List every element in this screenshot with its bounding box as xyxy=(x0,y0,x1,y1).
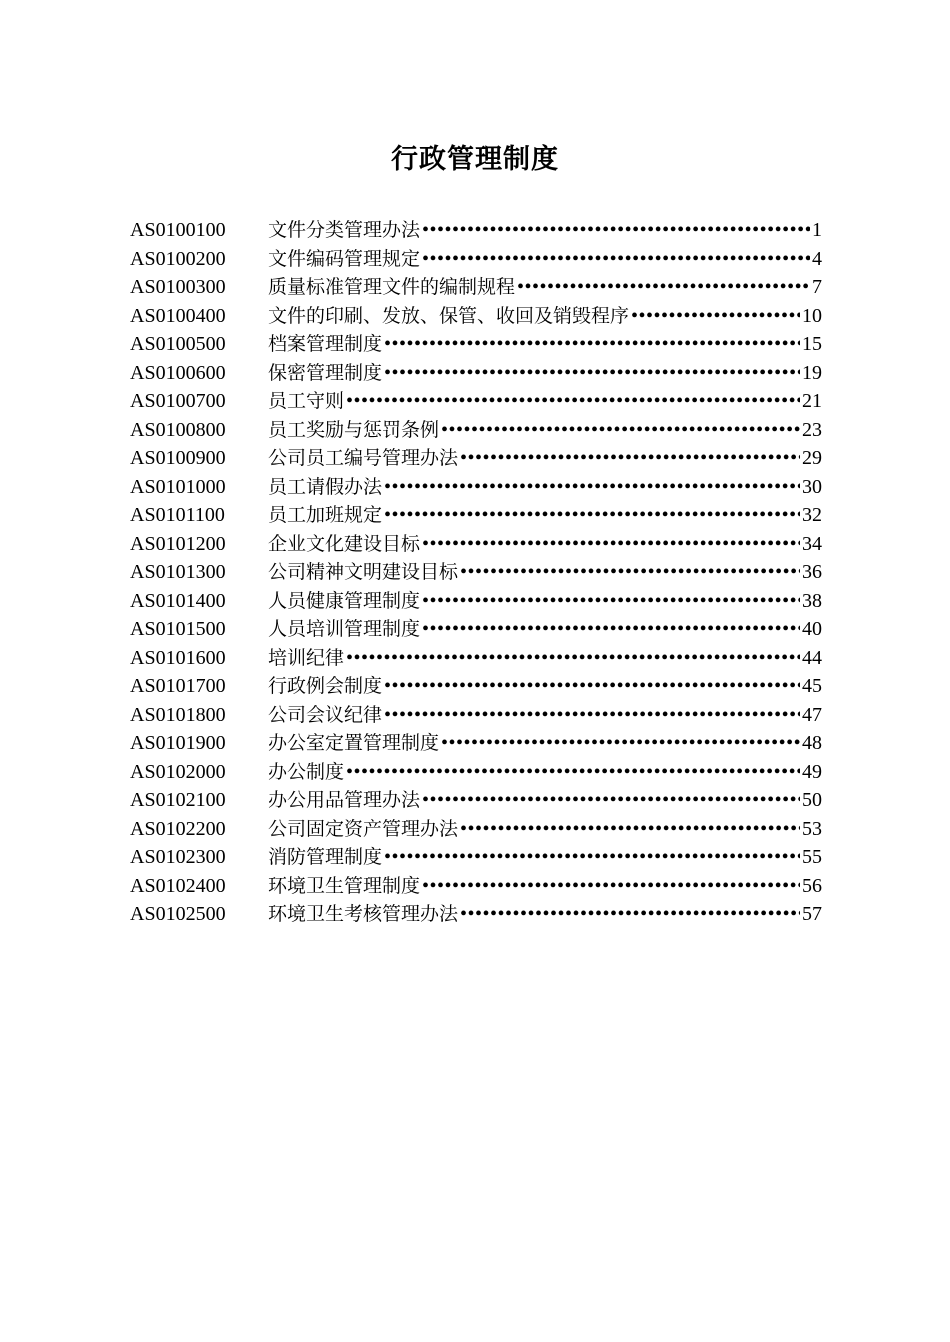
toc-entry xyxy=(130,330,822,359)
toc-entry-page-number: 21 xyxy=(802,390,822,412)
toc-dot-leader xyxy=(422,530,800,559)
toc-entry xyxy=(130,872,822,901)
toc-entry-code: AS0102100 xyxy=(130,789,226,811)
toc-entry xyxy=(130,758,822,787)
toc-entry-title: 保密管理制度 xyxy=(268,361,383,384)
toc-entry-title: 人员健康管理制度 xyxy=(268,589,421,612)
toc-entry-code: AS0100100 xyxy=(130,219,226,241)
toc-entry-title: 员工请假办法 xyxy=(268,475,383,498)
toc-entry xyxy=(130,615,822,644)
toc-entry-title: 文件分类管理办法 xyxy=(268,219,421,241)
toc-dot-leader xyxy=(346,644,800,673)
toc-dot-leader xyxy=(422,216,810,245)
toc-dot-leader xyxy=(384,359,800,388)
toc-entry-page-number: 57 xyxy=(802,903,822,925)
toc-entry xyxy=(130,444,822,473)
toc-dot-leader xyxy=(384,473,800,502)
toc-dot-leader xyxy=(517,273,810,302)
toc-entry-code: AS0101600 xyxy=(130,646,226,669)
toc-entry xyxy=(130,473,822,502)
toc-entry xyxy=(130,273,822,302)
toc-entry-title: 公司员工编号管理办法 xyxy=(268,447,459,469)
toc-entry xyxy=(130,245,822,274)
toc-entry xyxy=(130,729,822,758)
toc-entry-title: 档案管理制度 xyxy=(268,333,383,355)
toc-entry-code: AS0100400 xyxy=(130,304,226,327)
toc-entry-code: AS0102300 xyxy=(130,846,226,868)
toc-dot-leader xyxy=(384,330,800,359)
toc-entry-page-number: 19 xyxy=(802,361,822,384)
toc-entry-title: 消防管理制度 xyxy=(268,846,383,868)
toc-entry-code: AS0101400 xyxy=(130,589,226,612)
toc-entry-title: 办公室定置管理制度 xyxy=(268,732,440,754)
toc-entry xyxy=(130,501,822,530)
toc-entry-page-number: 55 xyxy=(802,846,822,868)
toc-dot-leader xyxy=(422,615,800,644)
toc-entry-page-number: 44 xyxy=(802,646,822,669)
toc-entry-code: AS0102500 xyxy=(130,903,226,925)
toc-entry-code: AS0102200 xyxy=(130,817,226,840)
toc-entry xyxy=(130,558,822,587)
toc-entry xyxy=(130,701,822,730)
toc-entry-page-number: 23 xyxy=(802,418,822,441)
toc-entry-page-number: 53 xyxy=(802,817,822,840)
toc-entry-page-number: 36 xyxy=(802,561,822,583)
toc-entry-title: 质量标准管理文件的编制规程 xyxy=(268,276,516,298)
toc-entry-title: 员工守则 xyxy=(268,390,345,412)
toc-dot-leader xyxy=(384,843,800,872)
toc-entry-page-number: 45 xyxy=(802,675,822,697)
toc-entry-title: 行政例会制度 xyxy=(268,675,383,697)
toc-entry-code: AS0100300 xyxy=(130,276,226,298)
toc-entry xyxy=(130,843,822,872)
toc-entry-title: 培训纪律 xyxy=(268,646,345,669)
toc-entry-code: AS0100600 xyxy=(130,361,226,384)
toc-entry-title: 环境卫生管理制度 xyxy=(268,874,421,897)
toc-entry xyxy=(130,900,822,929)
toc-entry-page-number: 47 xyxy=(802,703,822,726)
toc-entry-title: 企业文化建设目标 xyxy=(268,532,421,555)
toc-entry-title: 办公制度 xyxy=(268,760,345,783)
toc-entry-code: AS0101000 xyxy=(130,475,226,498)
toc-entry-code: AS0101100 xyxy=(130,504,225,526)
toc-dot-leader xyxy=(460,558,800,587)
toc-dot-leader xyxy=(460,444,800,473)
toc-entry-code: AS0100800 xyxy=(130,418,226,441)
toc-entry xyxy=(130,216,822,245)
toc-entry xyxy=(130,815,822,844)
toc-entry-code: AS0100700 xyxy=(130,390,226,412)
toc-entry-title: 文件编码管理规定 xyxy=(268,247,421,270)
toc-entry-code: AS0101900 xyxy=(130,732,226,754)
toc-entry-page-number: 34 xyxy=(802,532,822,555)
toc-entry-code: AS0101500 xyxy=(130,618,226,640)
toc-dot-leader xyxy=(422,587,800,616)
toc-entry-page-number: 4 xyxy=(812,247,822,270)
toc-entry xyxy=(130,672,822,701)
table-of-contents xyxy=(130,216,822,929)
toc-entry xyxy=(130,587,822,616)
toc-entry-page-number: 32 xyxy=(802,504,822,526)
toc-entry-page-number: 38 xyxy=(802,589,822,612)
toc-entry-page-number: 10 xyxy=(802,304,822,327)
toc-dot-leader xyxy=(384,672,800,701)
toc-entry-title: 公司会议纪律 xyxy=(268,703,383,726)
toc-dot-leader xyxy=(346,758,800,787)
toc-entry-title: 环境卫生考核管理办法 xyxy=(268,903,459,925)
toc-dot-leader xyxy=(441,729,800,758)
toc-entry-page-number: 15 xyxy=(802,333,822,355)
toc-entry xyxy=(130,786,822,815)
toc-entry-page-number: 30 xyxy=(802,475,822,498)
toc-dot-leader xyxy=(384,701,800,730)
toc-entry-title: 员工奖励与惩罚条例 xyxy=(268,418,440,441)
toc-entry-title: 办公用品管理办法 xyxy=(268,789,421,811)
toc-entry xyxy=(130,530,822,559)
toc-entry-page-number: 7 xyxy=(812,276,822,298)
toc-dot-leader xyxy=(422,872,800,901)
toc-entry-page-number: 48 xyxy=(802,732,822,754)
toc-dot-leader xyxy=(460,900,800,929)
toc-entry-code: AS0101200 xyxy=(130,532,226,555)
toc-entry-code: AS0101300 xyxy=(130,561,226,583)
toc-entry-page-number: 40 xyxy=(802,618,822,640)
toc-entry-title: 公司精神文明建设目标 xyxy=(268,561,459,583)
toc-entry-code: AS0102400 xyxy=(130,874,226,897)
toc-entry xyxy=(130,416,822,445)
toc-entry xyxy=(130,302,822,331)
toc-entry-page-number: 1 xyxy=(812,219,822,241)
toc-entry xyxy=(130,387,822,416)
toc-entry xyxy=(130,644,822,673)
document-title: 行政管理制度 xyxy=(391,144,559,175)
toc-dot-leader xyxy=(631,302,800,331)
toc-dot-leader xyxy=(460,815,800,844)
toc-entry-code: AS0101700 xyxy=(130,675,226,697)
toc-entry-title: 文件的印刷、发放、保管、收回及销毁程序 xyxy=(268,304,630,327)
toc-entry-code: AS0102000 xyxy=(130,760,226,783)
toc-entry-code: AS0101800 xyxy=(130,703,226,726)
toc-entry-code: AS0100900 xyxy=(130,447,226,469)
toc-dot-leader xyxy=(441,416,800,445)
toc-entry-title: 公司固定资产管理办法 xyxy=(268,817,459,840)
toc-entry-code: AS0100200 xyxy=(130,247,226,270)
toc-entry-page-number: 49 xyxy=(802,760,822,783)
toc-dot-leader xyxy=(384,501,800,530)
toc-dot-leader xyxy=(422,245,810,274)
toc-entry-page-number: 56 xyxy=(802,874,822,897)
toc-entry-code: AS0100500 xyxy=(130,333,226,355)
toc-entry xyxy=(130,359,822,388)
toc-entry-page-number: 50 xyxy=(802,789,822,811)
toc-entry-page-number: 29 xyxy=(802,447,822,469)
toc-entry-title: 人员培训管理制度 xyxy=(268,618,421,640)
toc-dot-leader xyxy=(346,387,800,416)
toc-entry-title: 员工加班规定 xyxy=(268,504,383,526)
toc-dot-leader xyxy=(422,786,800,815)
